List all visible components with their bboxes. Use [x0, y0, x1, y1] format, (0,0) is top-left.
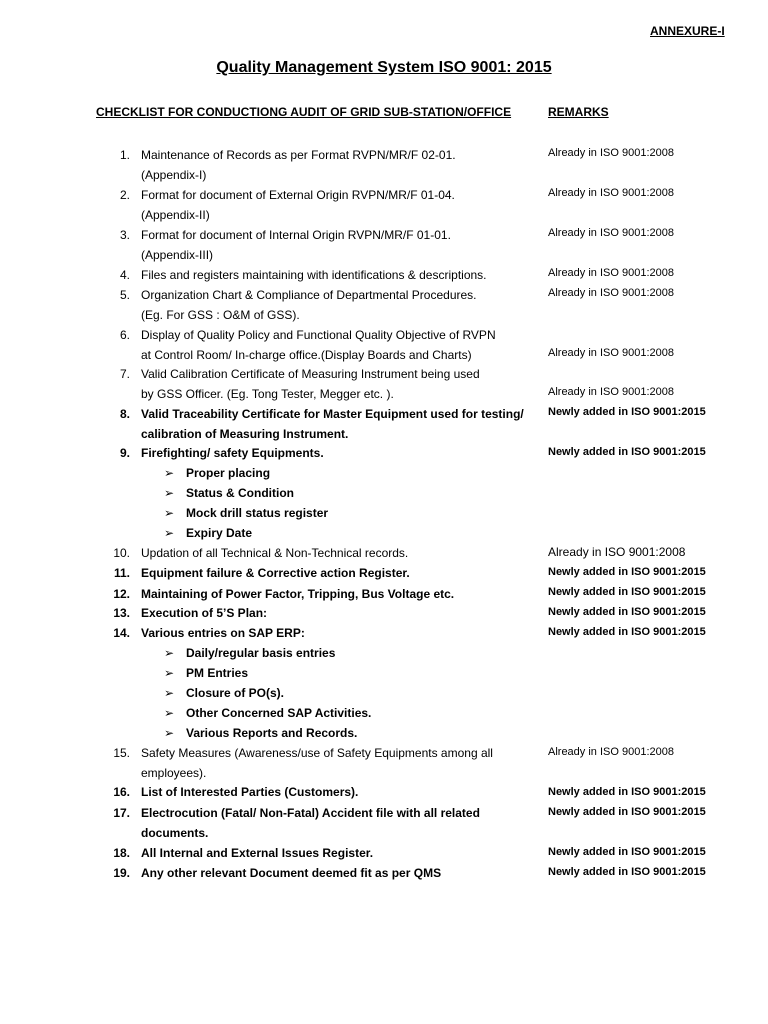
item-number: 4. — [119, 268, 130, 282]
item-remark: Newly added in ISO 9001:2015 — [548, 446, 706, 458]
item-number: 5. — [119, 288, 130, 302]
sub-item-text: Various Reports and Records. — [186, 726, 358, 740]
item-text — [141, 803, 541, 843]
item-number: 18. — [113, 846, 130, 860]
item-number: 8. — [119, 407, 130, 421]
item-text — [141, 364, 541, 404]
sub-item-text: Status & Condition — [186, 486, 294, 500]
item-text — [141, 584, 541, 604]
item-text-line: Format for document of External Origin RVPN/MR/F 01-04. — [141, 188, 455, 202]
sub-item-text: Proper placing — [186, 466, 271, 480]
item-text-line: Maintaining of Power Factor, Tripping, Bus Voltage etc. — [141, 587, 455, 601]
item-text — [141, 225, 541, 265]
item-number: 13. — [113, 606, 130, 620]
item-remark: Newly added in ISO 9001:2015 — [548, 406, 706, 418]
item-text — [141, 743, 541, 783]
item-text — [141, 782, 541, 802]
item-text-line: All Internal and External Issues Register. — [141, 846, 374, 860]
item-text — [141, 325, 541, 365]
item-number: 1. — [119, 148, 130, 162]
item-text-line: List of Interested Parties (Customers). — [141, 785, 359, 799]
item-number: 14. — [113, 626, 130, 640]
item-remark: Already in ISO 9001:2008 — [548, 187, 674, 199]
item-remark: Newly added in ISO 9001:2015 — [548, 586, 706, 598]
item-text — [141, 265, 541, 285]
item-text-line: (Eg. For GSS : O&M of GSS). — [141, 308, 300, 322]
item-text-line: Execution of 5’S Plan: — [141, 606, 268, 620]
item-text-line: Equipment failure & Corrective action Register. — [141, 566, 410, 580]
item-text-line: Electrocution (Fatal/ Non-Fatal) Accident file with all related — [141, 806, 480, 820]
item-text — [141, 185, 541, 225]
item-remark: Newly added in ISO 9001:2015 — [548, 846, 706, 858]
item-text-line: Various entries on SAP ERP: — [141, 626, 305, 640]
sub-item-text: PM Entries — [186, 666, 249, 680]
item-text-line: Format for document of Internal Origin RVPN/MR/F 01-01. — [141, 228, 451, 242]
item-number: 11. — [113, 566, 130, 580]
item-remark: Already in ISO 9001:2008 — [548, 147, 674, 159]
item-text-line: employees). — [141, 766, 207, 780]
sub-item — [164, 503, 328, 523]
arrow-bullet-icon: ➢ — [164, 646, 175, 660]
item-text — [141, 623, 541, 643]
item-text-line: (Appendix-III) — [141, 248, 214, 262]
arrow-bullet-icon: ➢ — [164, 686, 175, 700]
item-number: 17. — [113, 806, 130, 820]
sub-item — [164, 723, 357, 743]
arrow-bullet-icon: ➢ — [164, 486, 175, 500]
sub-item — [164, 683, 284, 703]
item-number: 3. — [119, 228, 130, 242]
item-remark: Already in ISO 9001:2008 — [548, 347, 674, 359]
item-text-line: Maintenance of Records as per Format RVPN/MR/F 02-01. — [141, 148, 456, 162]
item-text-line: at Control Room/ In-charge office.(Display Boards and Charts) — [141, 348, 472, 362]
item-text — [141, 863, 541, 883]
item-number: 7. — [119, 367, 130, 381]
item-number: 16. — [113, 785, 130, 799]
item-text-line: documents. — [141, 826, 209, 840]
item-text — [141, 443, 541, 463]
item-text-line: Firefighting/ safety Equipments. — [141, 446, 324, 460]
checklist-heading: CHECKLIST FOR CONDUCTIONG AUDIT OF GRID SUB-STATION/OFFICE — [96, 105, 512, 119]
item-text-line: Safety Measures (Awareness/use of Safety Equipments among all — [141, 746, 493, 760]
item-remark: Newly added in ISO 9001:2015 — [548, 566, 706, 578]
item-text — [141, 843, 541, 863]
sub-item-text: Mock drill status register — [186, 506, 329, 520]
arrow-bullet-icon: ➢ — [164, 726, 175, 740]
item-number: 15. — [113, 746, 130, 760]
item-remark: Newly added in ISO 9001:2015 — [548, 786, 706, 798]
item-text-line: (Appendix-II) — [141, 208, 210, 222]
item-text-line: Files and registers maintaining with identifications & descriptions. — [141, 268, 487, 282]
arrow-bullet-icon: ➢ — [164, 506, 175, 520]
item-text-line: Display of Quality Policy and Functional Quality Objective of RVPN — [141, 328, 496, 342]
arrow-bullet-icon: ➢ — [164, 526, 175, 540]
sub-item-text: Daily/regular basis entries — [186, 646, 336, 660]
sub-item-text: Other Concerned SAP Activities. — [186, 706, 372, 720]
item-number: 9. — [119, 446, 130, 460]
item-remark: Newly added in ISO 9001:2015 — [548, 806, 706, 818]
arrow-bullet-icon: ➢ — [164, 666, 175, 680]
item-text-line: Valid Calibration Certificate of Measuring Instrument being used — [141, 367, 480, 381]
item-number: 12. — [113, 587, 130, 601]
sub-item — [164, 643, 335, 663]
item-text — [141, 285, 541, 325]
item-remark: Already in ISO 9001:2008 — [548, 227, 674, 239]
arrow-bullet-icon: ➢ — [164, 466, 175, 480]
item-number: 6. — [119, 328, 130, 342]
sub-item-text: Expiry Date — [186, 526, 253, 540]
item-text-line: calibration of Measuring Instrument. — [141, 427, 349, 441]
item-text — [141, 563, 541, 583]
item-remark: Newly added in ISO 9001:2015 — [548, 866, 706, 878]
sub-item — [164, 463, 270, 483]
item-text-line: Valid Traceability Certificate for Master Equipment used for testing/ — [141, 407, 524, 421]
item-text — [141, 603, 541, 623]
item-text — [141, 543, 541, 563]
item-remark: Already in ISO 9001:2008 — [548, 386, 674, 398]
remarks-heading: REMARKS — [548, 105, 609, 119]
item-text-line: Any other relevant Document deemed fit as per QMS — [141, 866, 442, 880]
arrow-bullet-icon: ➢ — [164, 706, 175, 720]
sub-item-text: Closure of PO(s). — [186, 686, 285, 700]
item-text-line: by GSS Officer. (Eg. Tong Tester, Megger etc. ). — [141, 387, 394, 401]
item-text-line: (Appendix-I) — [141, 168, 207, 182]
item-remark: Already in ISO 9001:2008 — [548, 287, 674, 299]
item-number: 2. — [119, 188, 130, 202]
item-text-line: Updation of all Technical & Non-Technical records. — [141, 546, 409, 560]
item-remark: Already in ISO 9001:2008 — [548, 545, 686, 559]
item-number: 19. — [113, 866, 130, 880]
sub-item — [164, 703, 371, 723]
sub-item — [164, 523, 252, 543]
item-remark: Newly added in ISO 9001:2015 — [548, 606, 706, 618]
sub-item — [164, 483, 294, 503]
item-remark: Already in ISO 9001:2008 — [548, 267, 674, 279]
item-remark: Already in ISO 9001:2008 — [548, 746, 674, 758]
sub-item — [164, 663, 248, 683]
item-text — [141, 145, 541, 185]
annexure-label: ANNEXURE-I — [650, 24, 725, 38]
item-number: 10. — [113, 546, 130, 560]
item-text-line: Organization Chart & Compliance of Departmental Procedures. — [141, 288, 477, 302]
item-text — [141, 404, 541, 444]
item-remark: Newly added in ISO 9001:2015 — [548, 626, 706, 638]
document-title: Quality Management System ISO 9001: 2015 — [216, 59, 552, 76]
